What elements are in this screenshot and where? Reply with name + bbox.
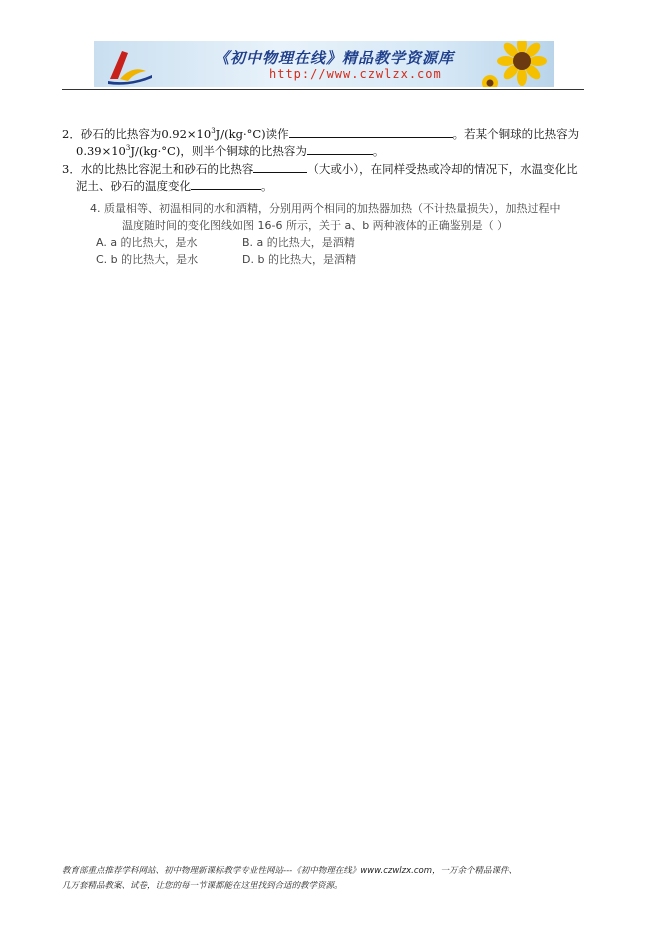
banner-title: 《初中物理在线》精品教学资源库 [214,49,455,67]
option-a[interactable]: A. a 的比热大，是水 [96,236,198,249]
answer-blank[interactable] [307,141,373,155]
option-c[interactable]: C. b 的比热大，是水 [96,253,199,266]
question-2-line-1: 2．砂石的比热容为$0.92\times 10^3J/(kg\cdot^\circ C)$读作 。若某个铜球的比热容为 [62,124,579,144]
question-4-stem-2: 温度随时间的变化图线如图 16-6 所示，关于 a、b 两种液体的正确鉴别是（ ） [122,219,509,232]
answer-blank[interactable] [289,124,453,138]
answer-blank[interactable] [191,176,261,190]
banner-url[interactable]: http://www.czwlzx.com [269,67,442,81]
header-rule [62,89,584,90]
question-3-line-2: 泥土、砂石的温度变化 。 [76,176,273,196]
answer-blank[interactable] [253,159,307,173]
czwlzx-logo-icon [102,45,158,85]
option-b[interactable]: B. a 的比热大，是酒精 [242,236,355,249]
option-d[interactable]: D. b 的比热大，是酒精 [242,253,356,266]
footer-line-1: 教育部重点推荐学科网站、初中物理新课标教学专业性网站---《初中物理在线》www.czwlzx.com，一万余个精品课件、 [62,866,518,876]
header-banner [94,41,554,87]
question-4-options-row-2 [90,251,561,268]
question-3-line-1: 3．水的比热比容泥土和砂石的比热容 （大或小），在同样受热或冷却的情况下，水温变化比 [62,159,578,179]
question-2-line-2: $0.39\times 10^3J/(kg\cdot^\circ C)$，则半个铜球的比热容为 。 [76,141,384,161]
sunflower-icon [482,41,552,87]
footer-line-2: 几万套精品教案、试卷，让您的每一节课都能在这里找到合适的教学资源。 [62,881,343,891]
page-footer [62,864,602,894]
question-4 [90,200,561,268]
question-4-stem-1: 4. 质量相等、初温相同的水和酒精，分别用两个相同的加热器加热（不计热量损失），加热过程中 [90,202,561,215]
question-4-options-row-1 [90,234,561,251]
